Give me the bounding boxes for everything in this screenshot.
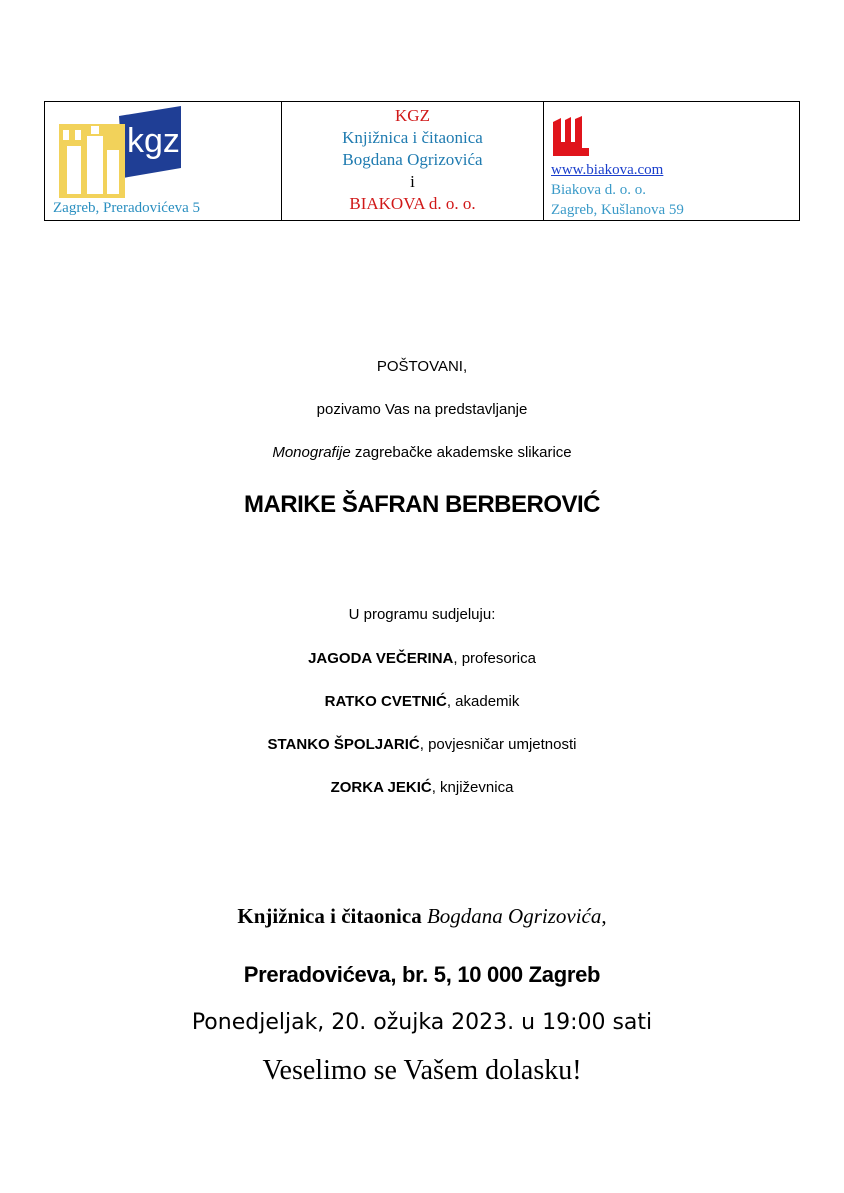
participant-3 bbox=[0, 736, 844, 753]
biakova-logo bbox=[551, 116, 591, 158]
participant-role: , književnica bbox=[431, 779, 514, 796]
participant-4 bbox=[0, 779, 844, 796]
artist-name: MARIKE ŠAFRAN BERBEROVIĆ bbox=[243, 491, 600, 518]
kgz-logo bbox=[53, 106, 185, 198]
venue-name bbox=[0, 904, 844, 929]
header-left-cell bbox=[45, 102, 282, 220]
biakova-website-link[interactable]: www.biakova.com bbox=[551, 162, 664, 178]
participant-name: RATKO CVETNIĆ bbox=[324, 693, 447, 710]
header-biakova: BIAKOVA d. o. o. bbox=[349, 194, 476, 213]
header-table bbox=[44, 101, 800, 221]
participant-name: ZORKA JEKIĆ bbox=[330, 779, 432, 796]
header-kgz: KGZ bbox=[395, 106, 430, 125]
subject-line bbox=[0, 444, 844, 461]
participant-role: , akademik bbox=[446, 693, 520, 710]
kgz-address: Zagreb, Preradovićeva 5 bbox=[53, 200, 201, 216]
event-datetime: Ponedjeljak, 20. ožujka 2023. u 19:00 sati bbox=[191, 1010, 653, 1035]
header-and: i bbox=[410, 172, 415, 191]
header-library-line1: Knjižnica i čitaonica bbox=[342, 128, 483, 147]
subject-rest: zagrebačke akademske slikarice bbox=[350, 444, 572, 461]
header-library-line2: Bogdana Ogrizovića bbox=[342, 150, 483, 169]
closing-text: Veselimo se Vašem dolasku! bbox=[262, 1055, 582, 1086]
kgz-logo-text: kgz bbox=[127, 122, 180, 160]
header-middle-cell bbox=[282, 102, 544, 220]
biakova-address: Zagreb, Kušlanova 59 bbox=[551, 202, 684, 218]
venue-name-italic: Bogdana Ogrizovića bbox=[426, 904, 602, 928]
subject-italic: Monografije bbox=[272, 444, 351, 461]
intro-text: pozivamo Vas na predstavljanje bbox=[316, 401, 528, 418]
participant-name: STANKO ŠPOLJARIĆ bbox=[267, 736, 420, 753]
greeting: POŠTOVANI, bbox=[376, 358, 468, 375]
biakova-company: Biakova d. o. o. bbox=[551, 182, 646, 198]
program-intro: U programu sudjeluju: bbox=[348, 606, 496, 623]
header-right-cell bbox=[544, 102, 799, 220]
venue-name-suffix: , bbox=[601, 904, 607, 928]
participant-role: , povjesničar umjetnosti bbox=[419, 736, 577, 753]
participant-2 bbox=[0, 693, 844, 710]
participant-1 bbox=[0, 650, 844, 667]
participant-name: JAGODA VEČERINA bbox=[308, 650, 454, 667]
participant-role: , profesorica bbox=[453, 650, 536, 667]
venue-address: Preradovićeva, br. 5, 10 000 Zagreb bbox=[243, 962, 601, 987]
venue-name-plain: Knjižnica i čitaonica bbox=[237, 904, 427, 928]
